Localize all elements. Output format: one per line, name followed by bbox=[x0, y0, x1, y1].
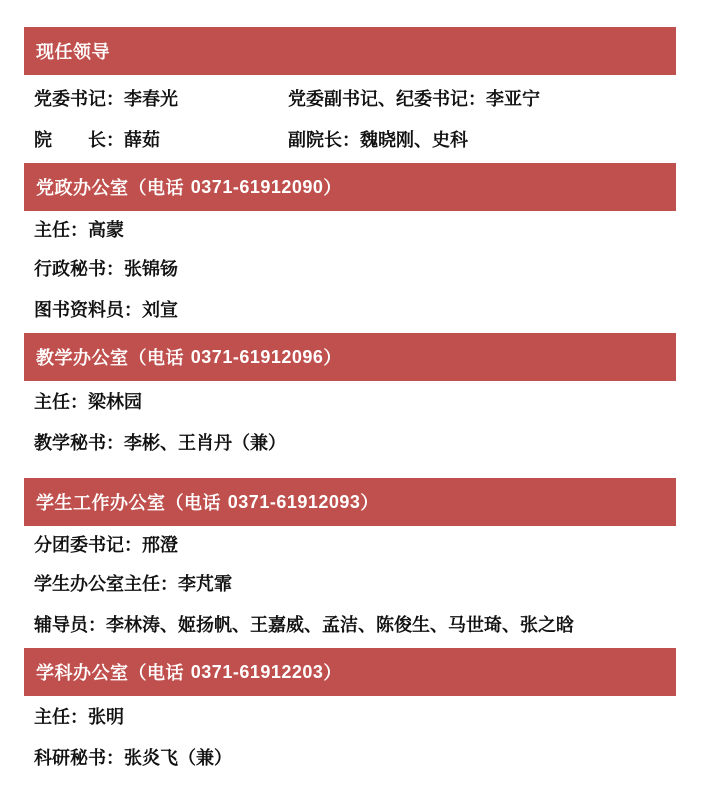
staff-row: 图书资料员：刘宣 bbox=[34, 299, 178, 321]
section-header-discipline-office bbox=[24, 648, 676, 696]
staff-row: 科研秘书：张炎飞（兼） bbox=[34, 747, 232, 769]
section-title-close: ） bbox=[323, 348, 342, 369]
section-header-party-office bbox=[24, 163, 676, 211]
phone-number: 0371-61912093 bbox=[227, 491, 361, 512]
staff-row: 主任：张明 bbox=[34, 707, 124, 728]
leader-entry: 副院长：魏晓刚、史科 bbox=[288, 129, 468, 151]
section-header-leadership bbox=[24, 27, 676, 75]
section-title: 学生工作办公室（电话 bbox=[36, 493, 221, 514]
phone-number: 0371-61912090 bbox=[190, 176, 324, 197]
staff-row: 辅导员：李林涛、姬扬帆、王嘉威、孟洁、陈俊生、马世琦、张之晗 bbox=[34, 614, 574, 636]
leader-entry: 党委书记：李春光 bbox=[34, 88, 178, 110]
section-title: 学科办公室（电话 bbox=[36, 663, 184, 684]
leader-entry: 党委副书记、纪委书记：李亚宁 bbox=[288, 88, 540, 110]
staff-row: 学生办公室主任：李芃霏 bbox=[34, 573, 232, 595]
section-title: 现任领导 bbox=[36, 42, 110, 63]
section-title: 教学办公室（电话 bbox=[36, 348, 184, 369]
staff-row: 主任：梁林园 bbox=[34, 392, 142, 413]
staff-directory bbox=[24, 27, 676, 777]
section-title-close: ） bbox=[323, 178, 342, 199]
section-title: 党政办公室（电话 bbox=[36, 178, 184, 199]
section-title-close: ） bbox=[360, 493, 379, 514]
staff-row: 主任：高蒙 bbox=[34, 220, 124, 241]
section-title-close: ） bbox=[323, 663, 342, 684]
section-header-teaching-office bbox=[24, 333, 676, 381]
staff-row: 教学秘书：李彬、王肖丹（兼） bbox=[34, 432, 286, 454]
phone-number: 0371-61912096 bbox=[190, 346, 324, 367]
staff-row: 行政秘书：张锦钖 bbox=[34, 258, 178, 280]
phone-number: 0371-61912203 bbox=[190, 661, 324, 682]
leader-row bbox=[24, 118, 676, 159]
leader-entry: 院 长：薛茹 bbox=[34, 129, 160, 151]
leader-row bbox=[24, 77, 676, 118]
staff-row: 分团委书记：邢澄 bbox=[34, 535, 178, 556]
section-header-student-affairs-office bbox=[24, 478, 676, 526]
